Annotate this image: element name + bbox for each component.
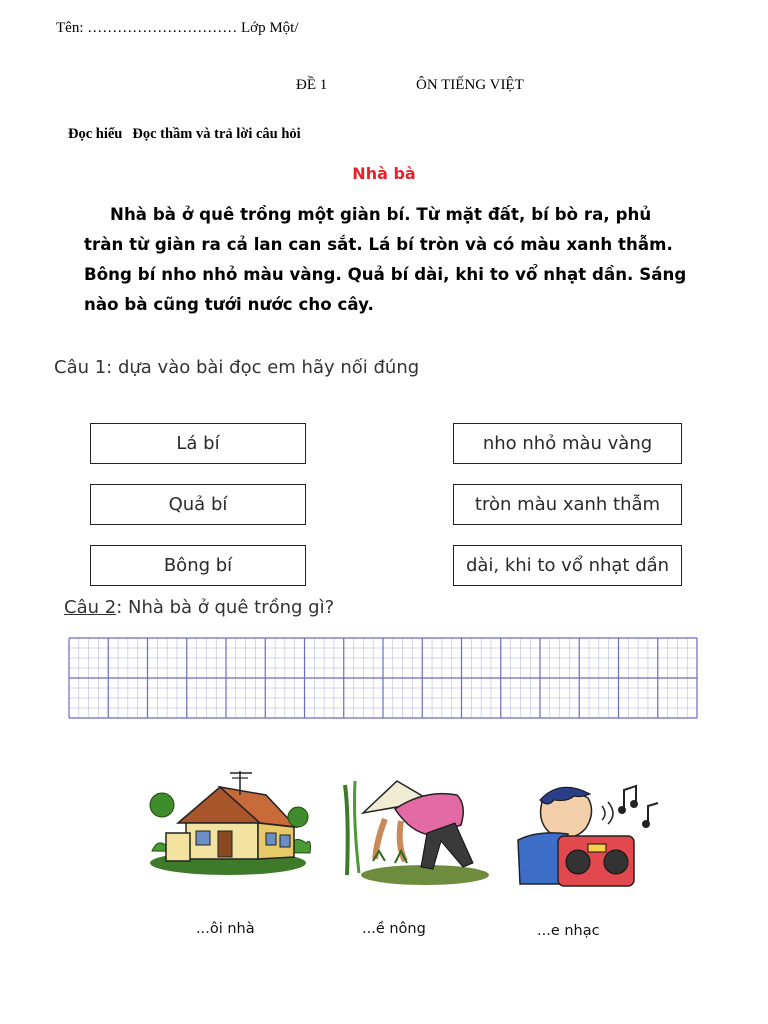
reading-label: Đọc hiểu <box>68 126 123 142</box>
match-left-item[interactable]: Quả bí <box>90 484 306 525</box>
reading-instruction-text: Đọc thầm và trả lời câu hỏi <box>132 126 301 142</box>
question-2-number: Câu 2 <box>64 597 117 618</box>
match-left-item[interactable]: Lá bí <box>90 423 306 464</box>
reading-instruction <box>68 126 301 143</box>
passage-text: Nhà bà ở quê trồng một giàn bí. Từ mặt đất, bí bò ra, phủ tràn từ giàn ra cả lan can sắt. Lá bí tròn và có màu xanh thẫm. Bông bí nho nhỏ màu vàng. Quả bí dài, khi to vổ nhạt dần. Sáng nào bà cũng tưới nước cho cây. <box>84 205 687 314</box>
farmer-icon <box>335 775 495 890</box>
match-right-item[interactable]: dài, khi to vổ nhạt dần <box>453 545 682 586</box>
passage-title: Nhà bà <box>352 164 416 183</box>
picture-caption: ...ề nông <box>362 921 426 937</box>
match-right-item[interactable]: tròn màu xanh thẫm <box>453 484 682 525</box>
boy-radio-icon <box>512 780 672 898</box>
question-2-text: : Nhà bà ở quê trồng gì? <box>116 597 335 618</box>
exam-subject: ÔN TIẾNG VIỆT <box>416 77 524 93</box>
match-left-item[interactable]: Bông bí <box>90 545 306 586</box>
writing-grid[interactable] <box>68 637 698 719</box>
picture-caption: ...ôi nhà <box>196 921 255 937</box>
picture-caption: ...e nhạc <box>537 923 600 939</box>
name-class-line: Tên: ………………………… Lớp Một/ <box>56 20 299 36</box>
question-2 <box>64 597 334 618</box>
house-icon <box>148 765 313 880</box>
question-1: Câu 1: dựa vào bài đọc em hãy nối đúng <box>54 357 420 378</box>
exam-number: ĐỀ 1 <box>296 77 328 93</box>
match-right-item[interactable]: nho nhỏ màu vàng <box>453 423 682 464</box>
